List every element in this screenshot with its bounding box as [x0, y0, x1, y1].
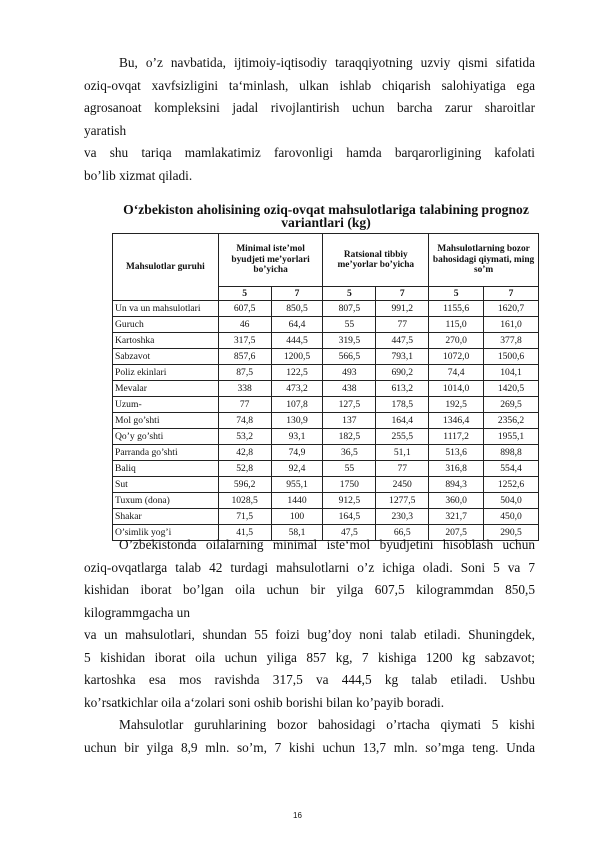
value-cell: 317,5	[218, 333, 271, 349]
table-title-line: variantlari (kg)	[281, 215, 371, 230]
value-cell: 1028,5	[218, 493, 271, 509]
value-cell: 92,4	[271, 461, 323, 477]
text-line: agrosanoat kompleksini jadal rivojlantirish uchun barcha zarur sharoitlar	[84, 100, 535, 115]
value-cell: 192,5	[429, 397, 484, 413]
value-cell: 164,4	[376, 413, 429, 429]
value-cell: 1500,6	[484, 349, 539, 365]
value-cell: 104,1	[484, 365, 539, 381]
value-cell: 115,0	[429, 317, 484, 333]
header-product-group: Mahsulotlar guruhi	[113, 234, 219, 301]
value-cell: 444,5	[271, 333, 323, 349]
value-cell: 130,9	[271, 413, 323, 429]
value-cell: 338	[218, 381, 271, 397]
value-cell: 1072,0	[429, 349, 484, 365]
text-line: uchun bir yilga 8,9 mln. so’m, 7 kishi uchun 13,7 mln. so’mga teng. Unda	[84, 739, 535, 755]
value-cell: 1155,6	[429, 301, 484, 317]
text-line: kishidan iborat bo’lgan oila uchun bir yilga 607,5 kilogrammdan 850,5	[84, 582, 535, 597]
value-cell: 1252,6	[484, 477, 539, 493]
value-cell: 100	[271, 509, 323, 525]
value-cell: 493	[323, 365, 376, 381]
value-cell: 93,1	[271, 429, 323, 445]
text-line: kilogrammgacha un	[84, 604, 190, 620]
value-cell: 321,7	[429, 509, 484, 525]
text-line: bo’lib xizmat qiladi.	[84, 167, 193, 183]
text-line: va un mahsulotlari, shundan 55 foizi bug’doy noni talab etiladi. Shuningdek,	[84, 627, 535, 642]
value-cell: 319,5	[323, 333, 376, 349]
value-cell: 513,6	[429, 445, 484, 461]
product-name-cell: Qo’y go’shti	[113, 429, 219, 445]
product-name-cell: Shakar	[113, 509, 219, 525]
value-cell: 178,5	[376, 397, 429, 413]
value-cell: 52,8	[218, 461, 271, 477]
text-line: Bu, o’z navbatida, ijtimoiy-iqtisodiy taraqqiyotning uzviy qismi sifatida	[119, 55, 535, 70]
value-cell: 894,3	[429, 477, 484, 493]
table-row	[113, 461, 539, 477]
table-row	[113, 333, 539, 349]
header-rational-norms: Ratsional tibbiy me’yorlar bo’yicha	[323, 234, 429, 287]
value-cell: 2356,2	[484, 413, 539, 429]
value-cell: 447,5	[376, 333, 429, 349]
value-cell: 42,8	[218, 445, 271, 461]
table-row	[113, 413, 539, 429]
value-cell: 269,5	[484, 397, 539, 413]
value-cell: 690,2	[376, 365, 429, 381]
product-name-cell: Guruch	[113, 317, 219, 333]
header-minimal-budget: Minimal iste’mol byudjeti me’yorlari bo’yicha	[218, 234, 323, 287]
value-cell: 607,5	[218, 301, 271, 317]
value-cell: 161,0	[484, 317, 539, 333]
value-cell: 71,5	[218, 509, 271, 525]
product-name-cell: Mevalar	[113, 381, 219, 397]
text-line: va shu tariqa mamlakatimiz farovonligi hamda barqarorligining kafolati	[84, 145, 535, 160]
value-cell: 51,1	[376, 445, 429, 461]
table-row	[113, 365, 539, 381]
value-cell: 613,2	[376, 381, 429, 397]
product-name-cell: Un va un mahsulotlari	[113, 301, 219, 317]
value-cell: 1440	[271, 493, 323, 509]
value-cell: 46	[218, 317, 271, 333]
text-line: yaratish	[84, 122, 127, 138]
value-cell: 74,4	[429, 365, 484, 381]
value-cell: 438	[323, 381, 376, 397]
value-cell: 2450	[376, 477, 429, 493]
value-cell: 1200,5	[271, 349, 323, 365]
product-name-cell: Parranda go’shti	[113, 445, 219, 461]
text-line: oziq-ovqat xavfsizligini ta‘minlash, ulkan ishlab chiqarish salohiyatiga ega	[84, 77, 535, 93]
subheader-family-size: 7	[376, 287, 429, 301]
value-cell: 87,5	[218, 365, 271, 381]
value-cell: 137	[323, 413, 376, 429]
table-row	[113, 397, 539, 413]
value-cell: 77	[376, 317, 429, 333]
intro-paragraph	[84, 52, 535, 187]
page-number: 16	[293, 811, 302, 820]
value-cell: 47,5	[323, 525, 376, 541]
product-name-cell: Kartoshka	[113, 333, 219, 349]
value-cell: 1117,2	[429, 429, 484, 445]
value-cell: 807,5	[323, 301, 376, 317]
value-cell: 566,5	[323, 349, 376, 365]
value-cell: 596,2	[218, 477, 271, 493]
table-row	[113, 445, 539, 461]
subheader-family-size: 5	[323, 287, 376, 301]
value-cell: 850,5	[271, 301, 323, 317]
value-cell: 991,2	[376, 301, 429, 317]
value-cell: 77	[218, 397, 271, 413]
value-cell: 360,0	[429, 493, 484, 509]
value-cell: 1620,7	[484, 301, 539, 317]
value-cell: 74,9	[271, 445, 323, 461]
table-row	[113, 301, 539, 317]
table-row	[113, 493, 539, 509]
value-cell: 857,6	[218, 349, 271, 365]
value-cell: 164,5	[323, 509, 376, 525]
value-cell: 41,5	[218, 525, 271, 541]
value-cell: 316,8	[429, 461, 484, 477]
text-line: 5 kishidan iborat oila uchun yiliga 857 kg, 7 kishiga 1200 kg sabzavot;	[84, 649, 535, 665]
value-cell: 377,8	[484, 333, 539, 349]
value-cell: 1955,1	[484, 429, 539, 445]
value-cell: 898,8	[484, 445, 539, 461]
text-line: O’zbekistonda oilalarning minimal iste‘mol byudjetini hisoblash uchun	[119, 537, 535, 552]
value-cell: 58,1	[271, 525, 323, 541]
product-name-cell: Tuxum (dona)	[113, 493, 219, 509]
product-name-cell: O’simlik yog’i	[113, 525, 219, 541]
value-cell: 55	[323, 461, 376, 477]
value-cell: 230,3	[376, 509, 429, 525]
value-cell: 1277,5	[376, 493, 429, 509]
product-name-cell: Uzum-	[113, 397, 219, 413]
text-line: Mahsulotlar guruhlarining bozor bahosidagi o’rtacha qiymati 5 kishi	[119, 717, 535, 732]
value-cell: 504,0	[484, 493, 539, 509]
table-title-line: O‘zbekiston aholisining oziq-ovqat mahsulotlariga talabining prognoz	[123, 202, 529, 217]
value-cell: 290,5	[484, 525, 539, 541]
value-cell: 1420,5	[484, 381, 539, 397]
text-line: kartoshka esa mos ravishda 317,5 va 444,5 kg talab etiladi. Ushbu	[84, 672, 535, 687]
value-cell: 912,5	[323, 493, 376, 509]
value-cell: 1014,0	[429, 381, 484, 397]
value-cell: 77	[376, 461, 429, 477]
subheader-family-size: 7	[271, 287, 323, 301]
table-body	[113, 301, 539, 541]
table-row	[113, 317, 539, 333]
product-name-cell: Sabzavot	[113, 349, 219, 365]
table-row	[113, 381, 539, 397]
value-cell: 122,5	[271, 365, 323, 381]
value-cell: 450,0	[484, 509, 539, 525]
value-cell: 255,5	[376, 429, 429, 445]
product-name-cell: Baliq	[113, 461, 219, 477]
value-cell: 107,8	[271, 397, 323, 413]
subheader-family-size: 7	[484, 287, 539, 301]
value-cell: 1346,4	[429, 413, 484, 429]
value-cell: 66,5	[376, 525, 429, 541]
value-cell: 127,5	[323, 397, 376, 413]
table-row	[113, 349, 539, 365]
table-row	[113, 429, 539, 445]
body-paragraph	[84, 534, 535, 759]
text-line: oziq-ovqatlarga talab 42 turdagi mahsulotlarni o’z ichiga oladi. Soni 5 va 7	[84, 559, 535, 575]
forecast-table	[112, 233, 539, 541]
value-cell: 55	[323, 317, 376, 333]
value-cell: 207,5	[429, 525, 484, 541]
value-cell: 793,1	[376, 349, 429, 365]
value-cell: 64,4	[271, 317, 323, 333]
subheader-family-size: 5	[218, 287, 271, 301]
value-cell: 182,5	[323, 429, 376, 445]
value-cell: 554,4	[484, 461, 539, 477]
table-title	[112, 203, 540, 229]
value-cell: 36,5	[323, 445, 376, 461]
text-line: ko’rsatkichlar oila a‘zolari soni oshib borishi bilan ko’payib boradi.	[84, 694, 445, 710]
table-row	[113, 509, 539, 525]
subheader-family-size: 5	[429, 287, 484, 301]
product-name-cell: Sut	[113, 477, 219, 493]
table-row	[113, 477, 539, 493]
value-cell: 1750	[323, 477, 376, 493]
value-cell: 955,1	[271, 477, 323, 493]
product-name-cell: Poliz ekinlari	[113, 365, 219, 381]
product-name-cell: Mol go’shti	[113, 413, 219, 429]
header-market-value: Mahsulotlarning bozor bahosidagi qiymati, ming so’m	[429, 234, 539, 287]
value-cell: 270,0	[429, 333, 484, 349]
value-cell: 74,8	[218, 413, 271, 429]
value-cell: 473,2	[271, 381, 323, 397]
value-cell: 53,2	[218, 429, 271, 445]
